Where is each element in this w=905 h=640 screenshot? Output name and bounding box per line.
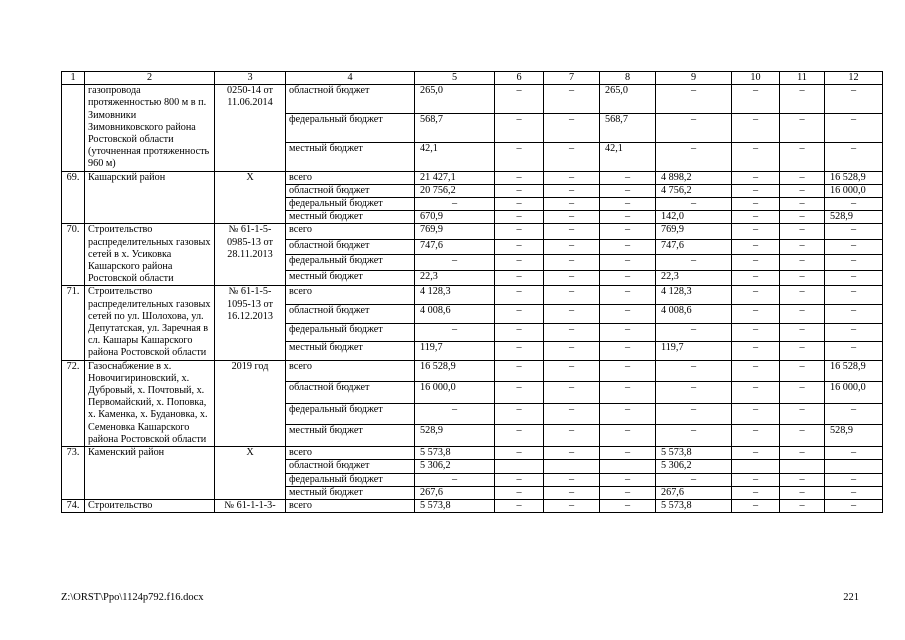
amount-cell: – <box>544 211 600 224</box>
amount-cell: 528,9 <box>825 211 883 224</box>
amount-cell: – <box>495 198 544 211</box>
amount-cell: – <box>780 211 825 224</box>
amount-cell: – <box>732 447 780 460</box>
amount-cell: – <box>732 270 780 286</box>
amount-cell: – <box>825 473 883 486</box>
amount-cell: 747,6 <box>656 239 732 255</box>
amount-cell: – <box>544 239 600 255</box>
funding-source: областной бюджет <box>286 85 415 114</box>
file-path: Z:\ORST\Ppo\1124p792.f16.docx <box>61 592 204 603</box>
amount-cell: – <box>544 342 600 361</box>
funding-source: местный бюджет <box>286 211 415 224</box>
row-number: 69. <box>62 171 85 224</box>
amount-cell: – <box>732 286 780 305</box>
funding-source: местный бюджет <box>286 425 415 447</box>
funding-source: всего <box>286 286 415 305</box>
amount-cell: – <box>495 447 544 460</box>
amount-cell: – <box>544 425 600 447</box>
amount-cell: 4 898,2 <box>656 171 732 184</box>
amount-cell: – <box>780 382 825 404</box>
amount-cell: 5 573,8 <box>415 499 495 512</box>
amount-cell: 769,9 <box>656 224 732 240</box>
amount-cell: – <box>825 499 883 512</box>
object-name: Газоснабжение в х. Новочигириновский, х. Дубровый, х. Почтовый, х. Первомайский, х. Поповка, х. Каменка, х. Будановка, х. Семеновка Кашарского района Ростовской области <box>85 360 215 446</box>
page-number: 221 <box>843 592 859 603</box>
amount-cell: – <box>495 184 544 197</box>
amount-cell: – <box>656 198 732 211</box>
amount-cell: – <box>600 342 656 361</box>
amount-cell: – <box>656 323 732 342</box>
amount-cell: – <box>600 486 656 499</box>
amount-cell: – <box>780 270 825 286</box>
funding-source: федеральный бюджет <box>286 323 415 342</box>
amount-cell: – <box>415 255 495 271</box>
amount-cell: – <box>600 323 656 342</box>
table-row <box>62 286 883 305</box>
amount-cell: – <box>600 255 656 271</box>
amount-cell: – <box>656 255 732 271</box>
amount-cell: – <box>825 114 883 143</box>
object-name: газопровода протяженностью 800 м в п. Зимовники Зимовниковского района Ростовской области (уточненная протяженность 960 м) <box>85 85 215 171</box>
amount-cell: – <box>656 473 732 486</box>
amount-cell: – <box>732 239 780 255</box>
amount-cell: – <box>600 224 656 240</box>
amount-cell: – <box>780 224 825 240</box>
document-ref: 2019 год <box>215 360 286 446</box>
amount-cell: – <box>495 305 544 324</box>
amount-cell: 670,9 <box>415 211 495 224</box>
amount-cell: – <box>780 114 825 143</box>
amount-cell: 42,1 <box>600 142 656 171</box>
document-ref: 0250-14 от 11.06.2014 <box>215 85 286 171</box>
amount-cell: – <box>600 184 656 197</box>
amount-cell: – <box>780 499 825 512</box>
amount-cell: 22,3 <box>415 270 495 286</box>
amount-cell: 16 528,9 <box>825 171 883 184</box>
document-ref: № 61-1-1-3- <box>215 499 286 512</box>
amount-cell <box>600 460 656 473</box>
amount-cell: 16 528,9 <box>825 360 883 382</box>
amount-cell: – <box>732 305 780 324</box>
amount-cell: 747,6 <box>415 239 495 255</box>
amount-cell: – <box>415 473 495 486</box>
amount-cell: – <box>495 403 544 425</box>
amount-cell: – <box>495 486 544 499</box>
amount-cell: – <box>600 447 656 460</box>
column-number: 8 <box>600 72 656 85</box>
amount-cell: – <box>600 403 656 425</box>
amount-cell: – <box>495 171 544 184</box>
row-number: 72. <box>62 360 85 446</box>
amount-cell: – <box>495 255 544 271</box>
amount-cell: – <box>544 184 600 197</box>
table-row <box>62 499 883 512</box>
funding-source: всего <box>286 499 415 512</box>
amount-cell: 267,6 <box>656 486 732 499</box>
amount-cell: – <box>732 382 780 404</box>
amount-cell: – <box>732 255 780 271</box>
header-row <box>62 72 883 85</box>
row-number <box>62 85 85 171</box>
amount-cell: – <box>544 286 600 305</box>
funding-source: федеральный бюджет <box>286 198 415 211</box>
amount-cell: – <box>600 499 656 512</box>
amount-cell: 265,0 <box>600 85 656 114</box>
amount-cell: – <box>732 403 780 425</box>
table-row <box>62 447 883 460</box>
amount-cell: 5 306,2 <box>415 460 495 473</box>
amount-cell: – <box>600 211 656 224</box>
amount-cell: 528,9 <box>825 425 883 447</box>
funding-source: областной бюджет <box>286 460 415 473</box>
amount-cell: – <box>825 342 883 361</box>
amount-cell: 5 573,8 <box>656 447 732 460</box>
amount-cell: – <box>732 499 780 512</box>
amount-cell: – <box>732 360 780 382</box>
amount-cell: – <box>544 142 600 171</box>
amount-cell: – <box>732 85 780 114</box>
amount-cell: – <box>780 255 825 271</box>
amount-cell: – <box>780 447 825 460</box>
amount-cell: – <box>495 286 544 305</box>
document-ref: № 61-1-5-0985-13 от 28.11.2013 <box>215 224 286 286</box>
amount-cell: – <box>544 382 600 404</box>
amount-cell <box>544 460 600 473</box>
amount-cell: 5 573,8 <box>656 499 732 512</box>
amount-cell: – <box>415 403 495 425</box>
amount-cell: – <box>825 85 883 114</box>
amount-cell: – <box>495 360 544 382</box>
amount-cell: – <box>825 486 883 499</box>
amount-cell: 42,1 <box>415 142 495 171</box>
amount-cell: – <box>544 171 600 184</box>
table-row <box>62 360 883 382</box>
amount-cell: – <box>495 224 544 240</box>
object-name: Строительство распределительных газовых сетей в х. Усиковка Кашарского района Ростовской области <box>85 224 215 286</box>
amount-cell: 21 427,1 <box>415 171 495 184</box>
amount-cell: 5 306,2 <box>656 460 732 473</box>
amount-cell: – <box>544 114 600 143</box>
amount-cell: – <box>656 403 732 425</box>
object-name: Каменский район <box>85 447 215 500</box>
amount-cell: – <box>656 142 732 171</box>
amount-cell: – <box>780 142 825 171</box>
amount-cell: 568,7 <box>600 114 656 143</box>
document-ref: Х <box>215 447 286 500</box>
amount-cell: – <box>732 323 780 342</box>
amount-cell: – <box>656 85 732 114</box>
column-number: 12 <box>825 72 883 85</box>
amount-cell: 20 756,2 <box>415 184 495 197</box>
amount-cell: – <box>600 473 656 486</box>
amount-cell: – <box>495 142 544 171</box>
amount-cell: 4 128,3 <box>656 286 732 305</box>
column-number: 10 <box>732 72 780 85</box>
amount-cell: – <box>544 198 600 211</box>
amount-cell: 16 000,0 <box>415 382 495 404</box>
amount-cell: – <box>600 305 656 324</box>
amount-cell: – <box>825 305 883 324</box>
amount-cell: 119,7 <box>415 342 495 361</box>
amount-cell: 16 528,9 <box>415 360 495 382</box>
amount-cell: – <box>780 85 825 114</box>
amount-cell: – <box>732 211 780 224</box>
object-name: Строительство <box>85 499 215 512</box>
amount-cell <box>732 460 780 473</box>
amount-cell: 528,9 <box>415 425 495 447</box>
row-number: 71. <box>62 286 85 360</box>
amount-cell <box>780 460 825 473</box>
amount-cell: – <box>780 239 825 255</box>
amount-cell: – <box>495 270 544 286</box>
amount-cell: – <box>825 198 883 211</box>
amount-cell: 4 756,2 <box>656 184 732 197</box>
amount-cell: – <box>600 198 656 211</box>
amount-cell: – <box>780 360 825 382</box>
amount-cell: – <box>495 114 544 143</box>
funding-source: областной бюджет <box>286 305 415 324</box>
amount-cell: – <box>544 403 600 425</box>
amount-cell: – <box>544 270 600 286</box>
column-number: 2 <box>85 72 215 85</box>
amount-cell: – <box>495 499 544 512</box>
funding-source: местный бюджет <box>286 270 415 286</box>
amount-cell: – <box>780 323 825 342</box>
amount-cell: – <box>780 305 825 324</box>
amount-cell: – <box>544 255 600 271</box>
column-number: 6 <box>495 72 544 85</box>
funding-source: местный бюджет <box>286 486 415 499</box>
amount-cell: – <box>544 499 600 512</box>
amount-cell: – <box>732 486 780 499</box>
column-number: 4 <box>286 72 415 85</box>
amount-cell: 22,3 <box>656 270 732 286</box>
amount-cell: – <box>825 239 883 255</box>
amount-cell: – <box>656 114 732 143</box>
amount-cell: 4 008,6 <box>415 305 495 324</box>
amount-cell: – <box>656 425 732 447</box>
row-number: 70. <box>62 224 85 286</box>
amount-cell: – <box>495 342 544 361</box>
object-name: Строительство распределительных газовых сетей по ул. Шолохова, ул. Депутатская, ул. Заречная в сл. Кашары Кашарского района Ростовской области <box>85 286 215 360</box>
amount-cell: – <box>732 198 780 211</box>
amount-cell: – <box>656 382 732 404</box>
amount-cell: – <box>780 342 825 361</box>
amount-cell: 568,7 <box>415 114 495 143</box>
amount-cell: – <box>600 270 656 286</box>
amount-cell: – <box>732 171 780 184</box>
funding-source: всего <box>286 360 415 382</box>
funding-source: областной бюджет <box>286 184 415 197</box>
amount-cell: – <box>656 360 732 382</box>
funding-source: всего <box>286 447 415 460</box>
row-number: 74. <box>62 499 85 512</box>
amount-cell: – <box>544 224 600 240</box>
amount-cell: – <box>825 255 883 271</box>
table-row <box>62 171 883 184</box>
amount-cell: – <box>825 323 883 342</box>
row-number: 73. <box>62 447 85 500</box>
amount-cell: – <box>732 184 780 197</box>
amount-cell: – <box>600 239 656 255</box>
funding-source: федеральный бюджет <box>286 255 415 271</box>
amount-cell: 142,0 <box>656 211 732 224</box>
amount-cell: – <box>495 239 544 255</box>
amount-cell: – <box>600 425 656 447</box>
amount-cell: – <box>544 305 600 324</box>
amount-cell: – <box>825 286 883 305</box>
funding-source: федеральный бюджет <box>286 473 415 486</box>
amount-cell: – <box>732 224 780 240</box>
amount-cell: 16 000,0 <box>825 382 883 404</box>
amount-cell: – <box>495 85 544 114</box>
amount-cell: 119,7 <box>656 342 732 361</box>
amount-cell: – <box>732 473 780 486</box>
amount-cell: – <box>825 270 883 286</box>
amount-cell: – <box>495 211 544 224</box>
column-number: 5 <box>415 72 495 85</box>
amount-cell: – <box>415 198 495 211</box>
funding-source: всего <box>286 171 415 184</box>
column-number: 11 <box>780 72 825 85</box>
amount-cell: 4 008,6 <box>656 305 732 324</box>
document-ref: Х <box>215 171 286 224</box>
amount-cell: 4 128,3 <box>415 286 495 305</box>
column-number: 9 <box>656 72 732 85</box>
amount-cell: – <box>825 224 883 240</box>
amount-cell: – <box>780 486 825 499</box>
amount-cell: – <box>544 360 600 382</box>
funding-source: федеральный бюджет <box>286 403 415 425</box>
funding-source: областной бюджет <box>286 239 415 255</box>
table-row <box>62 85 883 114</box>
amount-cell: – <box>732 425 780 447</box>
table-row <box>62 224 883 240</box>
funding-source: областной бюджет <box>286 382 415 404</box>
amount-cell: – <box>495 425 544 447</box>
funding-source: местный бюджет <box>286 142 415 171</box>
amount-cell: – <box>544 85 600 114</box>
amount-cell: – <box>780 473 825 486</box>
amount-cell: – <box>825 403 883 425</box>
amount-cell: – <box>600 286 656 305</box>
amount-cell: – <box>544 486 600 499</box>
amount-cell: – <box>825 447 883 460</box>
budget-table <box>61 71 883 513</box>
column-number: 1 <box>62 72 85 85</box>
amount-cell: 267,6 <box>415 486 495 499</box>
amount-cell: – <box>780 171 825 184</box>
amount-cell: – <box>495 323 544 342</box>
amount-cell: 769,9 <box>415 224 495 240</box>
funding-source: всего <box>286 224 415 240</box>
amount-cell: – <box>600 382 656 404</box>
amount-cell: – <box>544 473 600 486</box>
amount-cell: – <box>825 142 883 171</box>
amount-cell: – <box>415 323 495 342</box>
amount-cell: – <box>732 114 780 143</box>
amount-cell: – <box>780 425 825 447</box>
column-number: 7 <box>544 72 600 85</box>
funding-source: федеральный бюджет <box>286 114 415 143</box>
column-number: 3 <box>215 72 286 85</box>
amount-cell: – <box>732 142 780 171</box>
amount-cell: 5 573,8 <box>415 447 495 460</box>
amount-cell: – <box>544 447 600 460</box>
amount-cell: – <box>600 360 656 382</box>
amount-cell: – <box>780 184 825 197</box>
amount-cell: – <box>495 382 544 404</box>
amount-cell: – <box>600 171 656 184</box>
amount-cell: – <box>780 286 825 305</box>
amount-cell: 265,0 <box>415 85 495 114</box>
amount-cell <box>825 460 883 473</box>
amount-cell: – <box>732 342 780 361</box>
amount-cell: – <box>544 323 600 342</box>
amount-cell: – <box>780 198 825 211</box>
amount-cell <box>495 460 544 473</box>
amount-cell: – <box>495 473 544 486</box>
object-name: Кашарский район <box>85 171 215 224</box>
amount-cell: – <box>780 403 825 425</box>
amount-cell: 16 000,0 <box>825 184 883 197</box>
document-ref: № 61-1-5-1095-13 от 16.12.2013 <box>215 286 286 360</box>
funding-source: местный бюджет <box>286 342 415 361</box>
